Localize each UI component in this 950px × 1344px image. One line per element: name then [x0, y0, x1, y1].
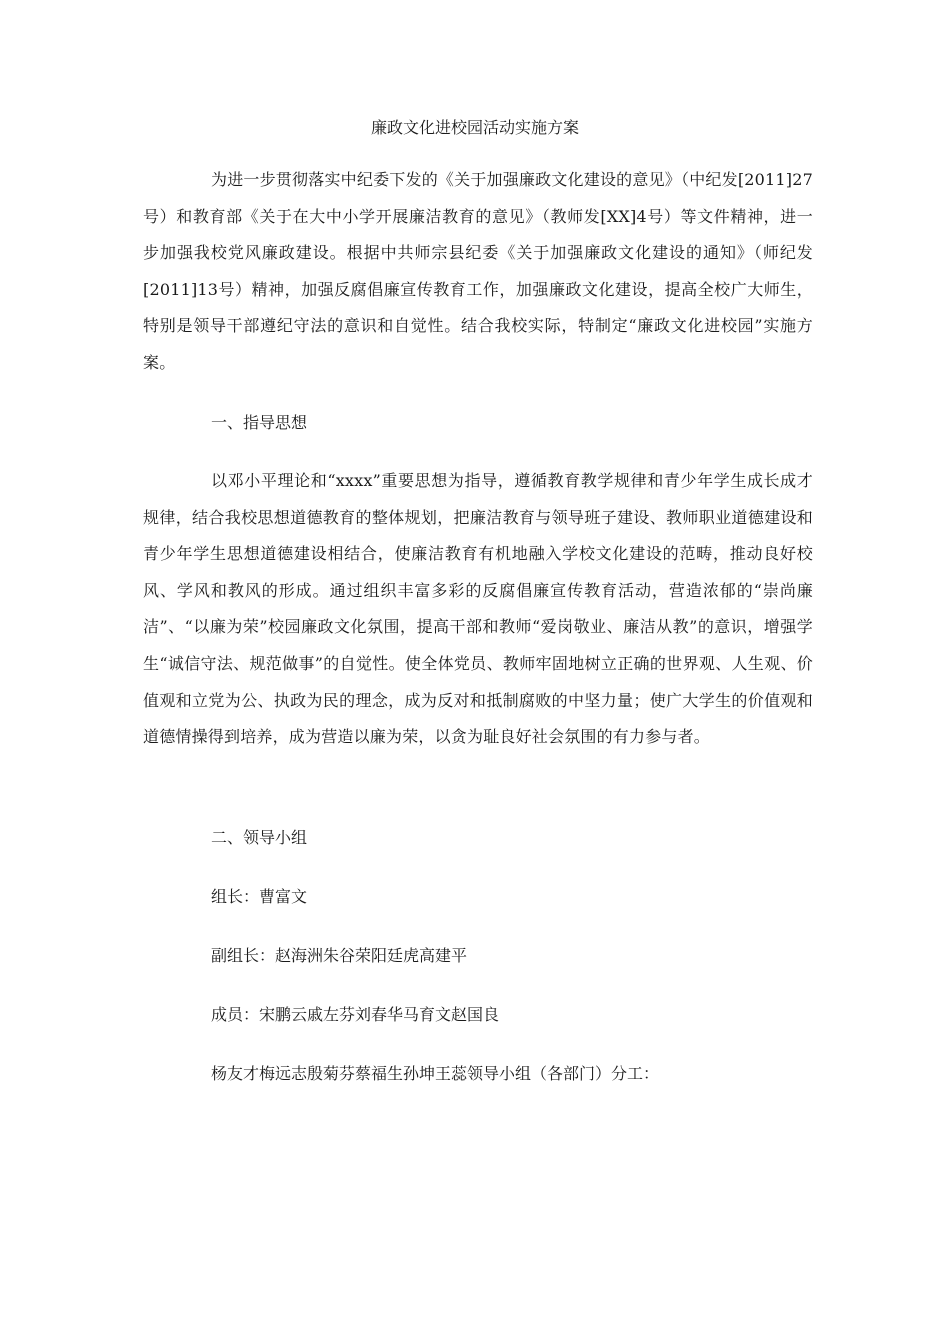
members-line: 成员：宋鹏云戚左芬刘春华马育文赵国良: [211, 1005, 500, 1024]
document-title: 廉政文化进校园活动实施方案: [370, 118, 579, 137]
deputy-leader-line: 副组长：赵海洲朱谷荣阳廷虎高建平: [211, 946, 468, 965]
members-continued-line: 杨友才梅远志殷菊芬蔡福生孙坤王蕊领导小组（各部门）分工：: [211, 1064, 660, 1083]
intro-paragraph: 为进一步贯彻落实中纪委下发的《关于加强廉政文化建设的意见》（中纪发[2011]27号）和教育部《关于在大中小学开展廉洁教育的意见》（教师发[XX]4号）等文件精神，进一步加强我校党风廉政建设。根据中共师宗县纪委《关于加强廉政文化建设的通知》（师纪发[2011]13号）精神，加强反腐倡廉宣传教育工作，加强廉政文化建设，提高全校广大师生，特别是领导干部遵纪守法的意识和自觉性。结合我校实际，特制定“廉政文化进校园”实施方案。: [143, 170, 813, 372]
section-heading-guiding-ideology: 一、指导思想: [211, 413, 308, 432]
guiding-ideology-paragraph: 以邓小平理论和“xxxx”重要思想为指导，遵循教育教学规律和青少年学生成长成才规律，结合我校思想道德教育的整体规划，把廉洁教育与领导班子建设、教师职业道德建设和青少年学生思想道德建设相结合，使廉洁教育有机地融入学校文化建设的范畴，推动良好校风、学风和教风的形成。通过组织丰富多彩的反腐倡廉宣传教育活动，营造浓郁的“崇尚廉洁”、“以廉为荣”校园廉政文化氛围，提高干部和教师“爱岗敬业、廉洁从教”的意识，增强学生“诚信守法、规范做事”的自觉性。使全体党员、教师牢固地树立正确的世界观、人生观、价值观和立党为公、执政为民的理念，成为反对和抵制腐败的中坚力量；使广大学生的价值观和道德情操得到培养，成为营造以廉为荣，以贪为耻良好社会氛围的有力参与者。: [143, 471, 813, 747]
section-heading-leadership-group: 二、领导小组: [211, 828, 308, 847]
group-leader-line: 组长：曹富文: [211, 887, 308, 906]
